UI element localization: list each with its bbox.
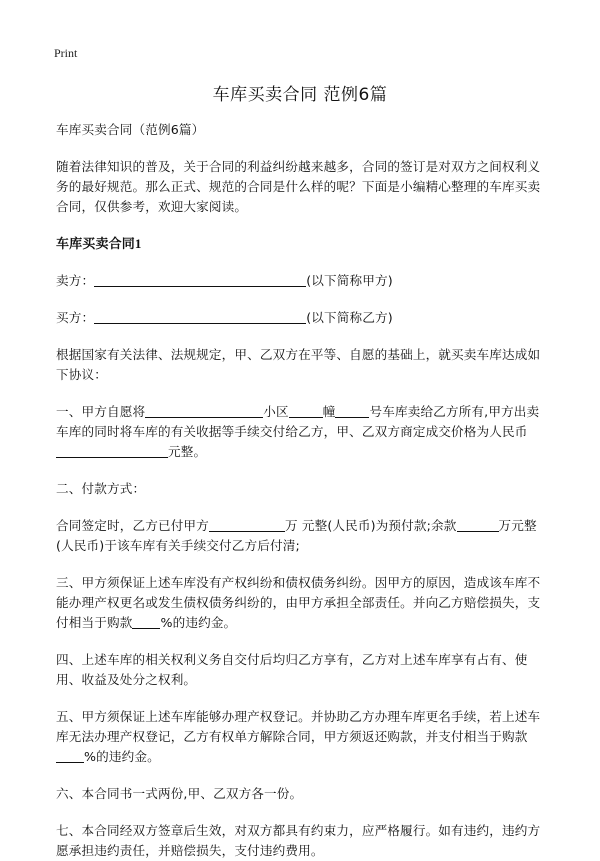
contract-heading: 车库买卖合同1	[56, 236, 142, 251]
balance-blank	[457, 517, 499, 532]
building-blank	[289, 403, 323, 418]
payment-text-a: 合同签定时，乙方已付甲方	[56, 518, 209, 533]
prepayment-blank	[209, 517, 285, 532]
clause-1-text-b: 小区	[263, 404, 289, 419]
clause-1-text-c: 幢	[322, 404, 336, 419]
clause-6: 六、本合同书一式两份,甲、乙双方各一份。	[56, 786, 303, 801]
clause-3-text-b: %的违约金。	[160, 615, 237, 630]
clause-1	[56, 402, 552, 462]
clause-3-text-a: 三、甲方须保证上述车库没有产权纠纷和债权债务纠纷。因甲方的原因，造成该车库不能办理产权更名或发生债权债务纠纷的，由甲方承担全部责任。并向乙方赔偿损失，支付相当于购款	[56, 575, 541, 630]
clause-1-text-d: 号车库卖给乙方所有,甲方出卖车库的同时将车库的有关收据等手续交付给乙方，甲、乙双方商定成交价格为人民币	[56, 404, 540, 439]
subtitle: 车库买卖合同（范例6篇）	[56, 122, 205, 137]
clause-1-text-e: 元整。	[168, 444, 207, 459]
clause-3	[56, 573, 552, 633]
payment-text-b: 万 元整(人民币)为预付款;余款	[284, 518, 457, 533]
clause-7: 七、本合同经双方签章后生效，对双方都具有约束力，应严格履行。如有违约，违约方愿承担违约责任，并赔偿损失，支付违约费用。	[56, 823, 541, 858]
payment-text-c: 万元整(人民币)于该车库有关手续交付乙方后付清;	[56, 518, 537, 553]
clause-5	[56, 707, 552, 767]
unit-blank	[335, 403, 369, 418]
clause-5-penalty-blank	[56, 748, 84, 763]
clause-5-text-a: 五、甲方须保证上述车库能够办理产权登记。并协助乙方办理车库更名手续，若上述车库无法办理产权登记，乙方有权单方解除合同，甲方须返还购款，并支付相当于购款	[56, 709, 541, 744]
clause-5-text-b: %的违约金。	[84, 749, 160, 764]
seller-label: 卖方：	[56, 273, 95, 288]
payment-paragraph	[56, 516, 552, 556]
document-body	[56, 120, 552, 861]
preamble-paragraph: 根据国家有关法律、法规规定，甲、乙双方在平等、自愿的基础上，就买卖车库达成如下协议：	[56, 347, 541, 382]
seller-blank	[94, 272, 306, 287]
clause-4: 四、上述车库的相关权利义务自交付后均归乙方享有，乙方对上述车库享有占有、使用、收益及处分之权利。	[56, 652, 528, 687]
buyer-suffix: (以下简称乙方)	[306, 310, 393, 325]
community-blank	[145, 403, 263, 418]
clause-3-penalty-blank	[132, 614, 160, 629]
intro-paragraph: 随着法律知识的普及，关于合同的利益纠纷越来越多，合同的签订是对双方之间权利义务的最好规范。那么正式、规范的合同是什么样的呢？下面是小编精心整理的车库买卖合同，仅供参考，欢迎大家阅读。	[56, 159, 541, 214]
buyer-line	[56, 308, 552, 328]
seller-suffix: (以下简称甲方)	[306, 273, 393, 288]
print-link[interactable]: Print	[54, 46, 78, 60]
clause-2-title: 二、付款方式：	[56, 481, 146, 496]
seller-line	[56, 271, 552, 291]
clause-1-text-a: 一、甲方自愿将	[56, 404, 146, 419]
price-blank	[56, 443, 168, 458]
page-title: 车库买卖合同 范例6篇	[212, 85, 388, 105]
buyer-label: 买方：	[56, 310, 95, 325]
buyer-blank	[94, 309, 306, 324]
